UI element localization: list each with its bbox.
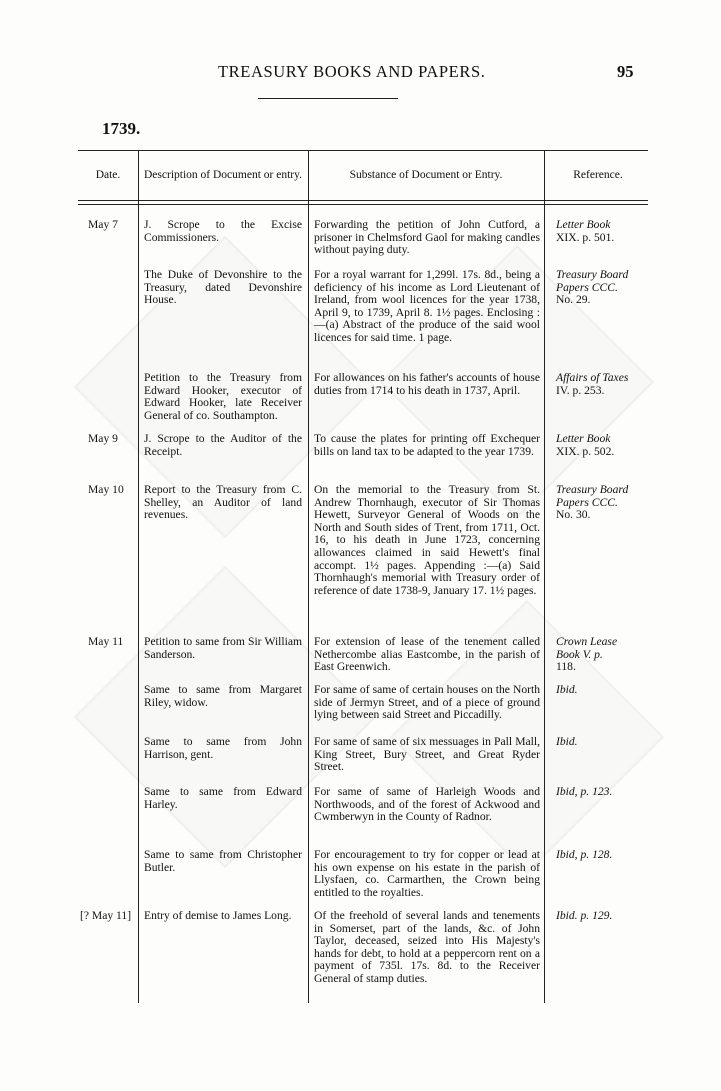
row-description: Petition to the Treasury from Edward Hooker, executor of Edward Hooker, late Receiver General of co. Southampton. (144, 371, 302, 422)
records-table (78, 150, 648, 1003)
row-reference (556, 484, 642, 522)
row-substance: For same of same of Harleigh Woods and Northwoods, and of the forest of Ackwood and Cwmberwyn in the County of Radnor. (314, 785, 540, 824)
row-substance: To cause the plates for printing off Exchequer bills on land tax to be adapted to the year 1739. (314, 432, 540, 458)
row-date: May 10 (88, 483, 124, 496)
column-divider (308, 150, 309, 1003)
reference-line: IV. p. 253. (556, 383, 605, 397)
row-substance: For same of same of certain houses on the North side of Jermyn Street, and of a piece of ground lying between said Street and Piccadilly. (314, 683, 540, 722)
reference-line: Book V. p. (556, 647, 603, 661)
row-substance: For a royal warrant for 1,299l. 17s. 8d., being a deficiency of his income as Lord Lieutenant of Ireland, from wool licences for the year 1738, April 9, to 1739, April 8. 1½ pages. Enclosing :—(a) Abstract of the produce of the said wool licences for said time. 1 page. (314, 268, 540, 344)
reference-line: Ibid, p. 123. (556, 785, 613, 798)
column-header-description: Description of Document or entry. (144, 168, 302, 181)
row-substance: For extension of lease of the tenement called Nethercombe alias Eastcombe, in the parish of East Greenwich. (314, 635, 540, 674)
column-header-reference: Reference. (573, 168, 623, 181)
row-description: J. Scrope to the Excise Commissioners. (144, 218, 302, 244)
row-reference (556, 786, 642, 799)
reference-line: Ibid. p. 129. (556, 909, 613, 922)
row-substance: For same of same of six messuages in Pall Mall, King Street, Bury Street, and Great Ryder Street. (314, 735, 540, 774)
reference-line: No. 29. (556, 293, 591, 307)
row-reference (556, 636, 642, 674)
row-reference (556, 269, 642, 307)
row-date: May 11 (88, 635, 124, 648)
running-title: TREASURY BOOKS AND PAPERS. (218, 62, 486, 81)
row-reference (556, 219, 642, 244)
row-date: May 7 (88, 218, 118, 231)
reference-line: Ibid, p. 128. (556, 848, 613, 861)
reference-line: Ibid. (556, 735, 578, 748)
row-description: Report to the Treasury from C. Shelley, an Auditor of land revenues. (144, 483, 302, 522)
row-date: May 9 (88, 432, 118, 445)
row-description: J. Scrope to the Auditor of the Receipt. (144, 432, 302, 458)
column-divider (544, 150, 545, 1003)
row-substance: For allowances on his father's accounts of house duties from 1714 to his death in 1737, April. (314, 371, 540, 397)
reference-line: Letter Book (556, 218, 611, 231)
reference-line: No. 30. (556, 508, 591, 522)
row-description: The Duke of Devonshire to the Treasury, dated Devonshire House. (144, 268, 302, 307)
row-reference (556, 372, 642, 397)
reference-line: Treasury Board (556, 268, 629, 281)
row-date: [? May 11] (80, 909, 132, 922)
header-rule (258, 98, 398, 99)
row-reference (556, 736, 642, 749)
row-reference (556, 849, 642, 862)
year-heading: 1739. (102, 119, 141, 138)
row-description: Entry of demise to James Long. (144, 909, 292, 922)
reference-line: XIX. p. 501. (556, 230, 615, 244)
row-substance: Of the freehold of several lands and tenements in Somerset, part of the lands, &c. of John Taylor, deceased, seized into His Majesty's hands for debt, to hold at a peppercorn rent on a payment of 735l. 17s. 8d. to the Receiver General of stamp duties. (314, 909, 540, 985)
reference-line: Crown Lease (556, 635, 618, 648)
header-bottom-rule-double (78, 204, 648, 205)
reference-line: Ibid. (556, 683, 578, 696)
page-number: 95 (617, 62, 634, 81)
row-description: Same to same from John Harrison, gent. (144, 735, 302, 761)
reference-line: Affairs of Taxes (556, 371, 629, 384)
reference-line: 118. (556, 660, 576, 674)
row-substance: On the memorial to the Treasury from St. Andrew Thornhaugh, executor of Sir Thomas Hewett, Surveyor General of Woods on the North and South sides of Trent, from 1711, Oct. 16, to his death in June 1723, concerning allowances claimed in said Hewett's final accompt. 1½ pages. Appending :—(a) Said Thornhaugh's memorial with Treasury order of reference of date 1738-9, January 17. 1½ pages. (314, 483, 540, 597)
row-reference (556, 910, 642, 923)
column-header-date: Date. (95, 168, 121, 181)
reference-line: Letter Book (556, 432, 611, 445)
header-bottom-rule (78, 200, 648, 201)
reference-line: Treasury Board (556, 483, 629, 496)
row-description: Same to same from Margaret Riley, widow. (144, 683, 302, 709)
row-reference (556, 684, 642, 697)
row-reference (556, 433, 642, 458)
reference-line: Papers CCC. (556, 495, 618, 509)
row-description: Petition to same from Sir William Sanderson. (144, 635, 302, 661)
row-description: Same to same from Christopher Butler. (144, 848, 302, 874)
column-divider (138, 150, 139, 1003)
reference-line: XIX. p. 502. (556, 444, 615, 458)
row-substance: Forwarding the petition of John Cutford, a prisoner in Chelmsford Gaol for making candles without paying duty. (314, 218, 540, 257)
row-substance: For encouragement to try for copper or lead at his own expense on his estate in the parish of Llysfaen, co. Carmarthen, the Crown being entitled to the royalties. (314, 848, 540, 899)
column-header-substance: Substance of Document or Entry. (349, 168, 503, 181)
running-head (0, 62, 721, 84)
row-description: Same to same from Edward Harley. (144, 785, 302, 811)
reference-line: Papers CCC. (556, 280, 618, 294)
